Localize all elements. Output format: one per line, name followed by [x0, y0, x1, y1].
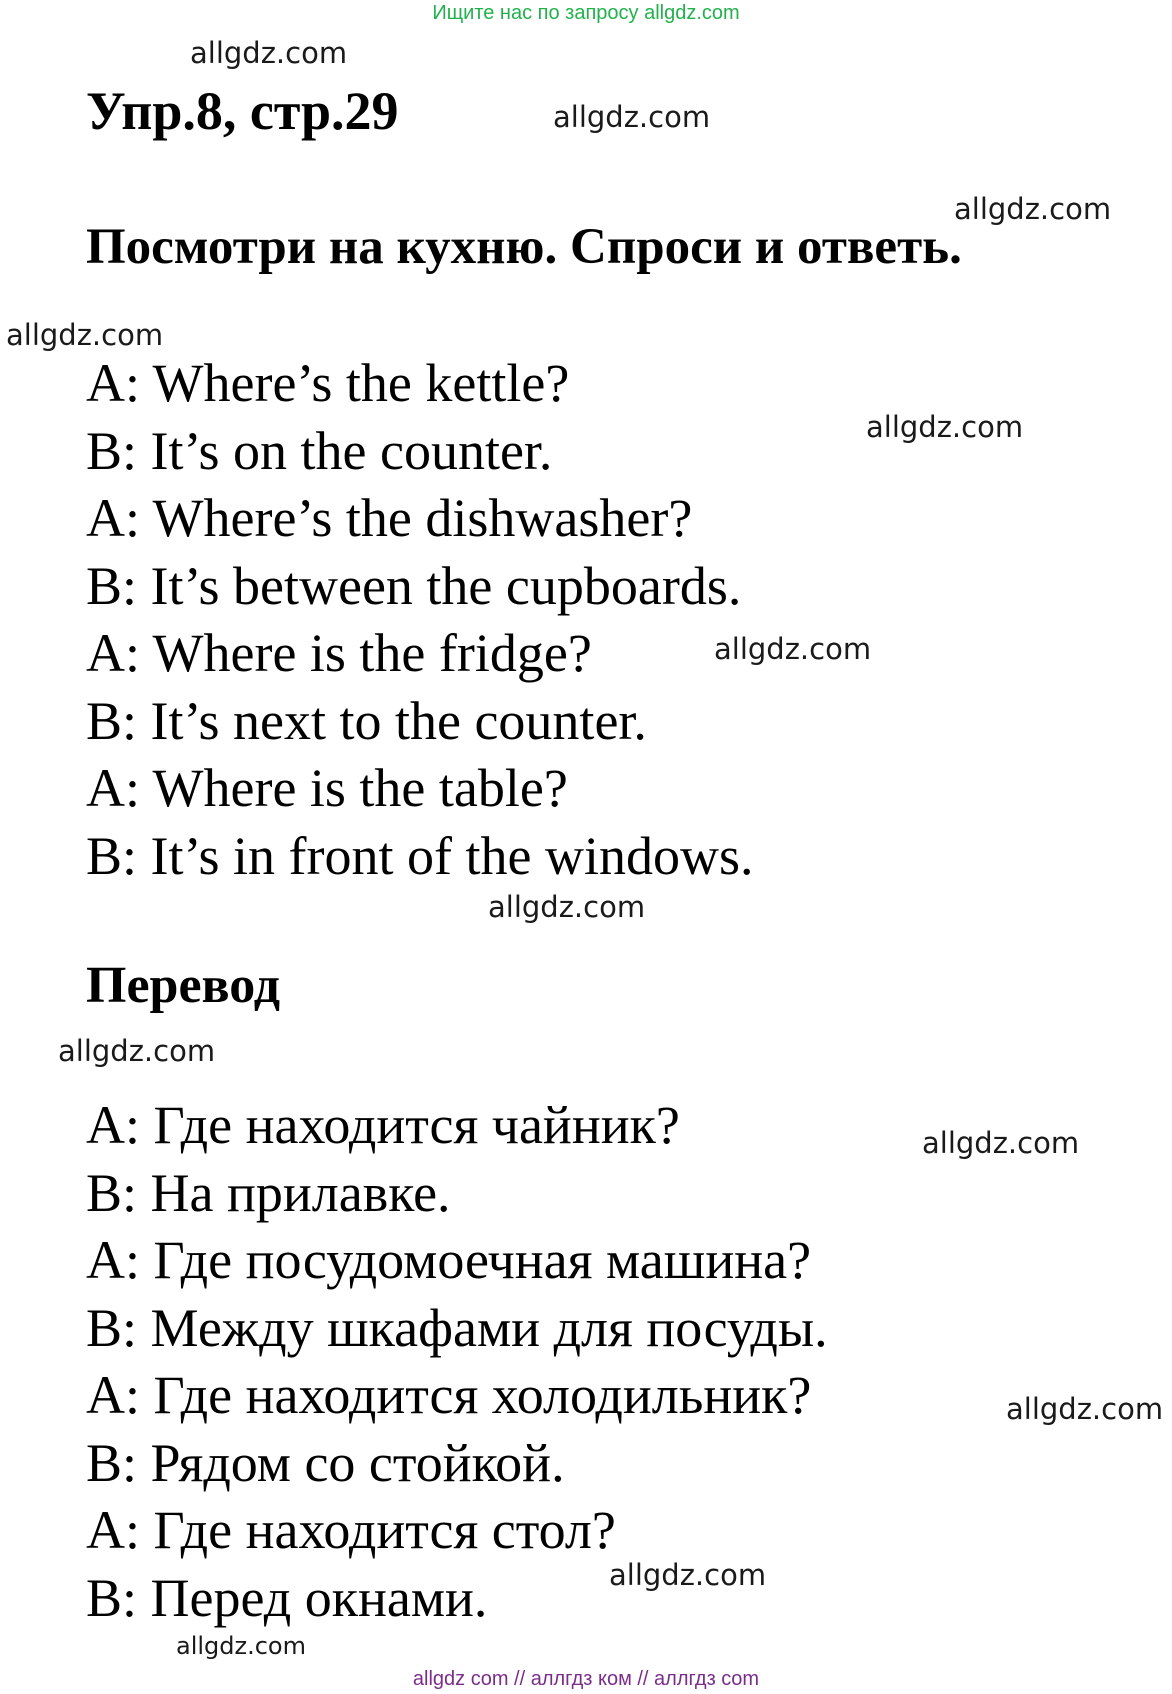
dialogue-line: B: It’s in front of the windows. [86, 826, 754, 886]
dialogue-line: A: Where is the fridge? [86, 623, 592, 683]
watermark: allgdz.com [176, 1632, 306, 1660]
dialogue-line: A: Where’s the dishwasher? [86, 488, 693, 548]
translation-line: A: Где находится холодильник? [86, 1365, 812, 1425]
exercise-task: Посмотри на кухню. Спроси и ответь. [86, 219, 962, 275]
watermark: allgdz.com [954, 192, 1112, 226]
watermark: allgdz.com [553, 100, 711, 134]
dialogue-line: A: Where’s the kettle? [86, 353, 570, 413]
translation-heading: Перевод [86, 957, 281, 1014]
watermark: allgdz.com [190, 36, 348, 70]
footer-links[interactable]: allgdz com // аллгдз ком // аллгдз com [412, 1668, 760, 1690]
watermark: allgdz.com [714, 632, 872, 666]
dialogue-line: B: It’s on the counter. [86, 421, 553, 481]
dialogue-line: B: It’s between the cupboards. [86, 556, 742, 616]
watermark: allgdz.com [609, 1558, 767, 1592]
top-banner[interactable]: Ищите нас по запросу allgdz.com [432, 2, 740, 24]
watermark: allgdz.com [866, 410, 1024, 444]
watermark: allgdz.com [58, 1034, 216, 1068]
dialogue-line: B: It’s next to the counter. [86, 691, 647, 751]
exercise-title: Упр.8, стр.29 [86, 81, 399, 141]
dialogue-line: A: Where is the table? [86, 758, 568, 818]
translation-line: B: Перед окнами. [86, 1568, 488, 1628]
watermark: allgdz.com [6, 318, 164, 352]
translation-line: B: Между шкафами для посуды. [86, 1298, 828, 1358]
watermark: allgdz.com [1006, 1392, 1164, 1426]
translation-line: B: Рядом со стойкой. [86, 1433, 565, 1493]
watermark: allgdz.com [922, 1126, 1080, 1160]
watermark: allgdz.com [488, 890, 646, 924]
translation-line: B: На прилавке. [86, 1163, 451, 1223]
translation-line: A: Где посудомоечная машина? [86, 1230, 812, 1290]
translation-line: A: Где находится чайник? [86, 1095, 680, 1155]
translation-line: A: Где находится стол? [86, 1500, 616, 1560]
